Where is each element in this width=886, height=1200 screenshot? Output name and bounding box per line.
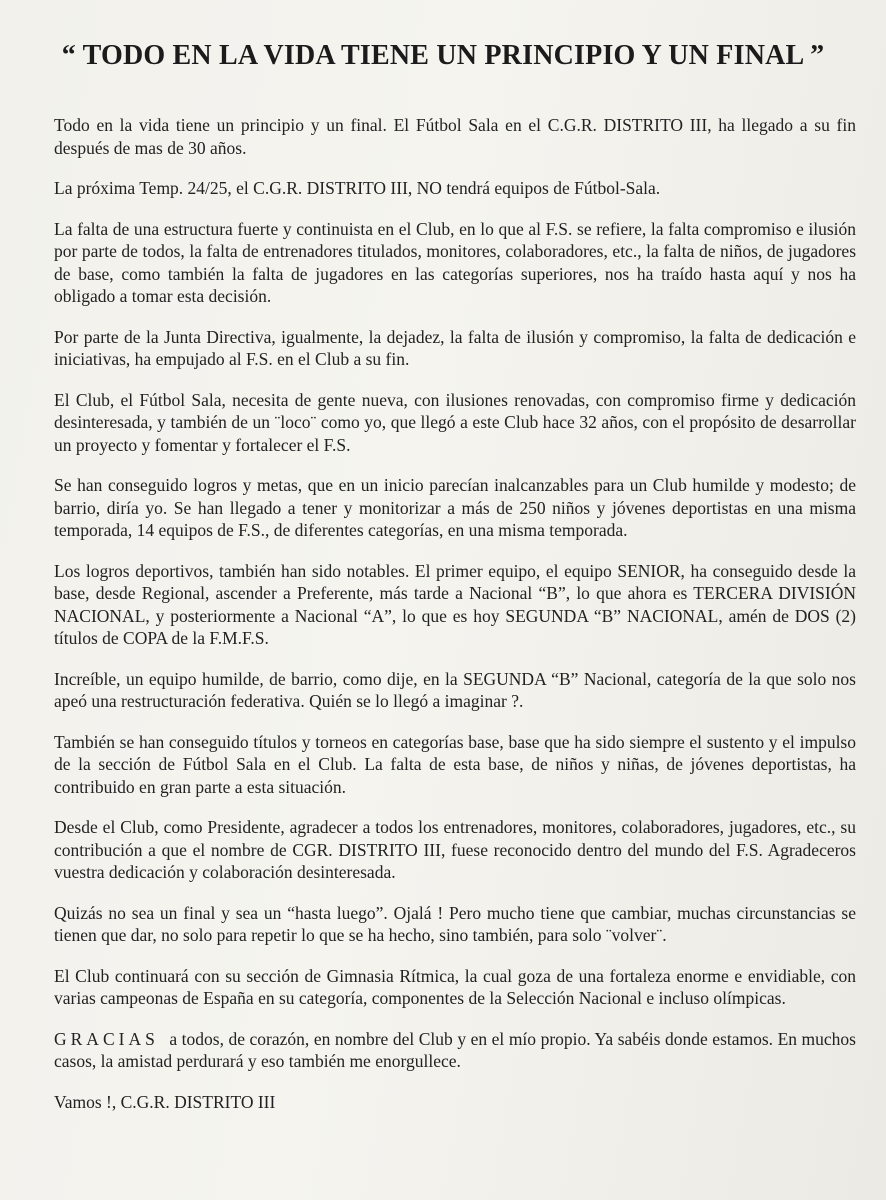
document-body xyxy=(54,114,856,1131)
paragraph-5: El Club, el Fútbol Sala, necesita de gente nueva, con ilusiones renovadas, con compromiso firme y dedicación desinteresada, y también de un ¨loco¨ como yo, que llegó a este Club hace 32 años, con el propósito de desarrollar un proyecto y fomentar y fortalecer el F.S. xyxy=(54,389,856,455)
paragraph-8: Increíble, un equipo humilde, de barrio, como dije, en la SEGUNDA “B” Nacional, categoría de la que solo nos apeó una restructuración federativa. Quién se lo llegó a imaginar ?. xyxy=(54,668,856,711)
gracias-word: GRACIAS xyxy=(54,1028,159,1049)
paragraph-6: Se han conseguido logros y metas, que en un inicio parecían inalcanzables para un Club humilde y modesto; de barrio, diría yo. Se han llegado a tener y monitorizar a más de 250 niños y jóvenes deportistas en una misma temporada, 14 equipos de F.S., de diferentes categorías, en una misma temporada. xyxy=(54,475,856,540)
paragraph-12: El Club continuará con su sección de Gimnasia Rítmica, la cual goza de una fortaleza enorme e envidiable, con varias campeonas de España en su categoría, componentes de la Selección Nacional e incluso olímpicas. xyxy=(54,965,856,1008)
paragraph-9: También se han conseguido títulos y torneos en categorías base, base que ha sido siempre el sustento y el impulso de la sección de Fútbol Sala en el Club. La falta de esta base, de niños y niñas, de jóvenes deportistas, ha contribuido en gran parte a esta situación. xyxy=(54,731,856,797)
gracias-text: a todos, de corazón, en nombre del Club y en el mío propio. Ya sabéis donde estamos. En muchos casos, la amistad perdurará y eso también me enorgullece. xyxy=(54,1028,856,1071)
paragraph-3: La falta de una estructura fuerte y continuista en el Club, en lo que al F.S. se refiere, la falta compromiso e ilusión por parte de todos, la falta de entrenadores titulados, monitores, colaboradores, etc., la falta de niños, de jugadores de base, como también la falta de jugadores en las categorías superiores, nos ha traído hasta aquí y nos ha obligado a tomar esta decisión. xyxy=(54,218,856,306)
paragraph-1: Todo en la vida tiene un principio y un final. El Fútbol Sala en el C.G.R. DISTRITO III, ha llegado a su fin después de mas de 30 años. xyxy=(54,115,856,158)
closing-line: Vamos !, C.G.R. DISTRITO III xyxy=(54,1091,276,1112)
paragraph-11: Quizás no sea un final y sea un “hasta luego”. Ojalá ! Pero mucho tiene que cambiar, muchas circunstancias se tienen que dar, no solo para repetir lo que se ha hecho, sino también, para solo ¨volver¨. xyxy=(54,902,856,945)
paragraph-4: Por parte de la Junta Directiva, igualmente, la dejadez, la falta de ilusión y compromiso, la falta de dedicación e iniciativas, ha empujado al F.S. en el Club a su fin. xyxy=(54,326,856,369)
gracias-paragraph xyxy=(54,1028,856,1073)
paragraph-2: La próxima Temp. 24/25, el C.G.R. DISTRITO III, NO tendrá equipos de Fútbol-Sala. xyxy=(54,178,661,198)
document-title: “ TODO EN LA VIDA TIENE UN PRINCIPIO Y UN FINAL ” xyxy=(61,40,825,71)
paragraph-10: Desde el Club, como Presidente, agradecer a todos los entrenadores, monitores, colaboradores, jugadores, etc., su contribución a que el nombre de CGR. DISTRITO III, fuese reconocido dentro del mundo del F.S. Agradeceros vuestra dedicación y colaboración desinteresada. xyxy=(54,817,856,882)
paragraph-7: Los logros deportivos, también han sido notables. El primer equipo, el equipo SENIOR, ha conseguido desde la base, desde Regional, ascender a Preferente, más tarde a Nacional “B”, lo que ahora es TERCERA DIVISIÓN NACIONAL, y posteriormente a Nacional “A”, lo que es hoy SEGUNDA “B” NACIONAL, amén de DOS (2) títulos de COPA de la F.M.F.S. xyxy=(54,560,856,648)
